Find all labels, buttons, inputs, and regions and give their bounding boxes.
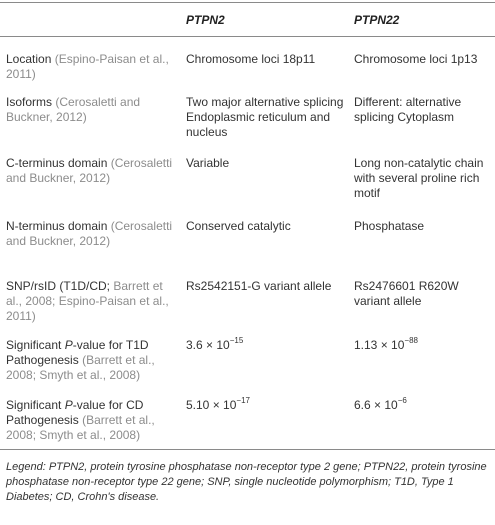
- row-label-ref: (Barrett et al., 2008; Smyth et al., 2008): [6, 413, 155, 442]
- table-row-label: [6, 95, 176, 125]
- table-row-label: [6, 398, 176, 443]
- table-cell-ptpn2: Rs2542151-G variant allele: [186, 279, 332, 293]
- row-label-pre: Significant: [6, 338, 65, 352]
- table-cell-ptpn2: Variable: [186, 156, 230, 170]
- row-label-text: C-terminus domain: [6, 156, 108, 170]
- table-row-label: [6, 52, 176, 82]
- table-row-label: [6, 156, 176, 186]
- row-label-p: P: [64, 338, 73, 352]
- table-cell-ptpn2: Conserved catalytic: [186, 219, 291, 233]
- table-cell-ptpn2: [186, 398, 346, 413]
- table-cell-ptpn22: Long non-catalytic chain with several proline rich motif: [354, 156, 484, 200]
- row-label-ref: (Barrett et al., 2008; Smyth et al., 2008): [6, 353, 155, 382]
- table-row-label: [6, 338, 176, 383]
- row-label-text: N-terminus domain: [6, 219, 108, 233]
- row-label-ref: Barrett et al., 2008; Espino-Paisan et al., 2011): [6, 279, 169, 323]
- row-label-ref: (Espino-Paisan et al., 2011): [6, 52, 169, 81]
- pvalue-exponent: −88: [404, 336, 418, 345]
- row-label-ref: (Cerosaletti and Buckner, 2012): [6, 219, 173, 248]
- table-cell-ptpn2: Chromosome loci 18p11: [186, 52, 316, 66]
- pvalue-base: 3.6 × 10: [186, 338, 230, 352]
- header-ptpn2: PTPN2: [186, 13, 225, 27]
- row-label-text: Location: [6, 52, 52, 66]
- header-ptpn22: PTPN22: [354, 13, 400, 27]
- row-label-post: -value for CD Pathogenesis: [6, 398, 144, 427]
- table-cell-ptpn22: [354, 398, 494, 413]
- table-row-label: [6, 279, 176, 324]
- pvalue-exponent: −15: [229, 336, 244, 345]
- header-rule: [0, 36, 495, 37]
- table-cell-ptpn22: Different: alternative splicing Cytoplasm: [354, 95, 462, 124]
- pvalue-exponent: −6: [397, 396, 407, 405]
- row-label-text: Isoforms: [6, 95, 53, 109]
- pvalue-base: 1.13 × 10: [354, 338, 405, 352]
- table-cell-ptpn22: Rs2476601 R620W variant allele: [354, 279, 459, 308]
- table-row-label: [6, 219, 176, 249]
- row-label-ref: (Cerosaletti and Buckner, 2012): [6, 156, 173, 185]
- table-cell-ptpn22: Chromosome loci 1p13: [354, 52, 478, 66]
- row-label-pre: Significant: [6, 398, 65, 412]
- pvalue-base: 5.10 × 10: [186, 398, 237, 412]
- table-bottom-rule: [0, 449, 495, 450]
- row-label-ref: (Cerosaletti and Buckner, 2012): [6, 95, 141, 124]
- table-cell-ptpn2: [186, 338, 346, 353]
- row-label-post: -value for T1D Pathogenesis: [6, 338, 149, 367]
- table-legend: Legend: PTPN2, protein tyrosine phosphatase non-receptor type 2 gene; PTPN22, protein tyrosine phosphatase non-receptor type 22 gene; SNP, single nucleotide polymorphism; T1D, Type 1 Diabetes; CD, Crohn's disease.: [6, 461, 487, 503]
- table-top-rule: [0, 2, 495, 3]
- table-cell-ptpn22: Phosphatase: [354, 219, 425, 233]
- row-label-p: P: [64, 398, 73, 412]
- table-cell-ptpn2: Two major alternative splicing Endoplasmic reticulum and nucleus: [186, 95, 344, 139]
- pvalue-base: 6.6 × 10: [354, 398, 398, 412]
- table-cell-ptpn22: [354, 338, 494, 353]
- row-label-text: SNP/rsID (T1D/CD;: [6, 279, 111, 293]
- pvalue-exponent: −17: [236, 396, 250, 405]
